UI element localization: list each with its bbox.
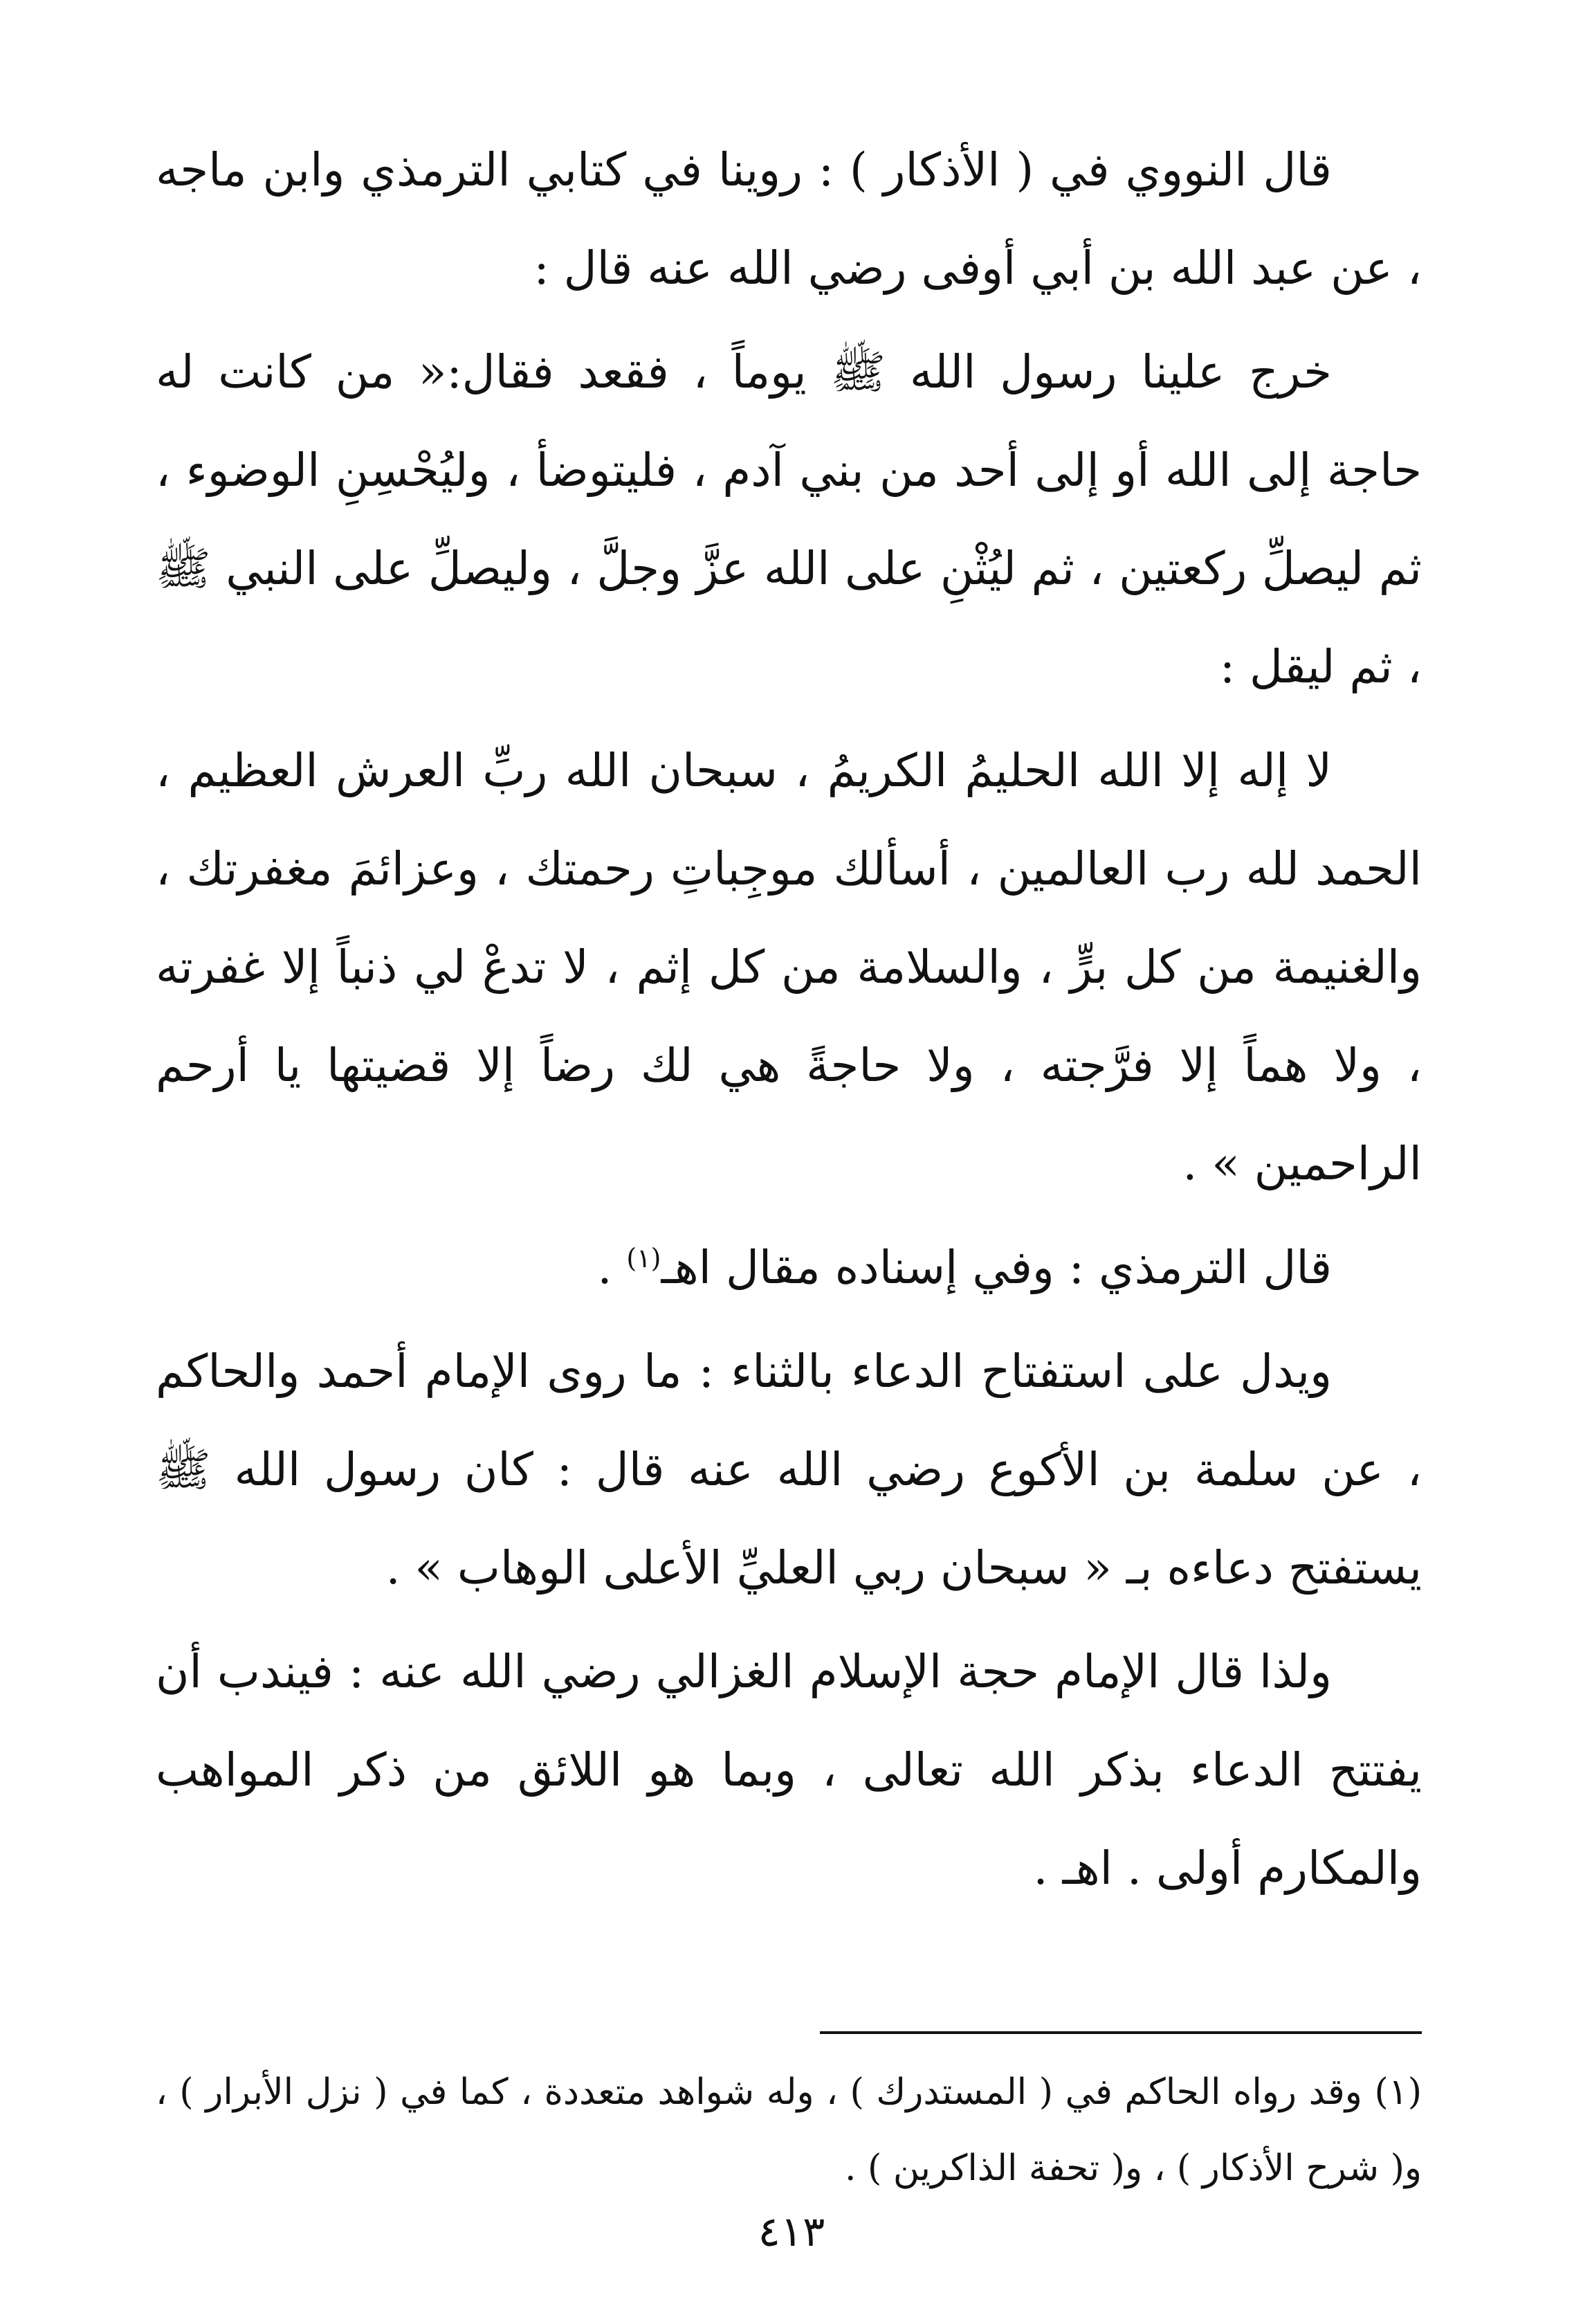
paragraph-tail: . [597,1241,627,1294]
footnotes [156,2054,1422,2206]
paragraph-dua [156,722,1422,1213]
paragraph-text: لا إله إلا الله الحليمُ الكريمُ ، سبحان الله ربِّ العرش العظيم ، الحمد لله رب العالمين ، أسألك موجِباتِ رحمتك ، وعزائمَ مغفرتك ، والغنيمة من كل برٍّ ، والسلامة من كل إثم ، لا تدعْ لي ذنباً إلا غفرته ، ولا هماً إلا فرَّجته ، ولا حاجةً هي لك رضاً إلا قضيتها يا أرحم الراحمين » . [156,744,1422,1190]
footnote-marker: (١) [626,1243,661,1273]
paragraph-thana [156,1323,1422,1617]
paragraph-nawawi-intro [156,121,1422,318]
main-text [156,121,1422,1918]
paragraph-hadith [156,323,1422,716]
paragraph-text: ويدل على استفتاح الدعاء بالثناء : ما روى الإمام أحمد والحاكم ، عن سلمة بن الأكوع رضي الله عنه قال : كان رسول الله ﷺ يستفتح دعاءه بـ « سبحان ربي العليِّ الأعلى الوهاب » . [156,1345,1422,1595]
footnote-1: (١) وقد رواه الحاكم في ( المستدرك ) ، وله شواهد متعددة ، كما في ( نزل الأبرار ) ، و( شرح الأذكار ) ، و( تحفة الذاكرين ) . [156,2071,1422,2189]
paragraph-text: قال النووي في ( الأذكار ) : روينا في كتابي الترمذي وابن ماجه ، عن عبد الله بن أبي أوفى رضي الله عنه قال : [156,143,1422,295]
paragraph-text: قال الترمذي : وفي إسناده مقال اهـ [661,1241,1332,1294]
footnote-divider [820,2031,1422,2034]
page-number: ٤١٣ [758,2208,825,2256]
paragraph-text: خرج علينا رسول الله ﷺ يوماً ، فقعد فقال:« من كانت له حاجة إلى الله أو إلى أحد من بني آدم ، فليتوضأ ، وليُحْسِنِ الوضوء ، ثم ليصلِّ ركعتين ، ثم ليُثْنِ على الله عزَّ وجلَّ ، وليصلِّ على النبي ﷺ ، ثم ليقل : [156,345,1422,693]
paragraph-tirmidhi [156,1219,1422,1317]
paragraph-text: ولذا قال الإمام حجة الإسلام الغزالي رضي الله عنه : فيندب أن يفتتح الدعاء بذكر الله تعالى ، وبما هو اللائق من ذكر المواهب والمكارم أولى . اهـ . [156,1645,1422,1895]
paragraph-ghazali [156,1623,1422,1918]
